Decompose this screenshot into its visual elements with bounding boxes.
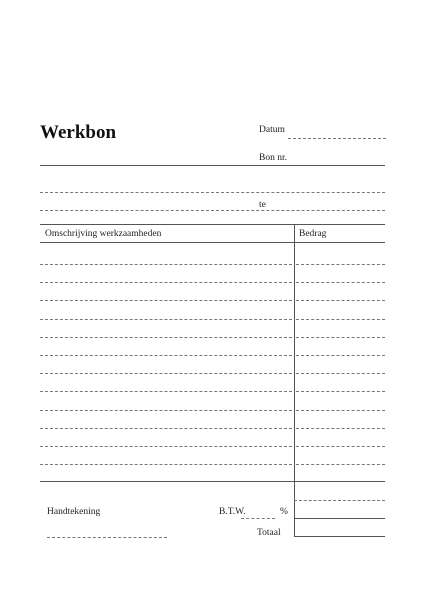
table-bottom-border <box>40 481 385 482</box>
table-row[interactable] <box>40 464 292 465</box>
table-row[interactable] <box>40 391 292 392</box>
address-line-2[interactable] <box>40 210 385 211</box>
signature-label: Handtekening <box>47 507 101 517</box>
table-row[interactable] <box>40 264 292 265</box>
col-amount-header: Bedrag <box>299 229 327 239</box>
vat-amount-field[interactable] <box>294 518 385 519</box>
table-row[interactable] <box>40 282 292 283</box>
table-row[interactable] <box>40 428 292 429</box>
table-row-amount[interactable] <box>296 337 385 338</box>
total-label: Totaal <box>257 528 281 538</box>
table-row-amount[interactable] <box>296 428 385 429</box>
bon-nr-label: Bon nr. <box>259 153 287 163</box>
percent-symbol: % <box>280 507 288 517</box>
column-divider <box>294 224 295 537</box>
table-row-amount[interactable] <box>296 355 385 356</box>
form-title: Werkbon <box>40 122 117 143</box>
table-row-amount[interactable] <box>296 446 385 447</box>
datum-label: Datum <box>259 125 285 135</box>
subtotal-field[interactable] <box>294 500 385 501</box>
table-top-border <box>40 224 385 225</box>
table-row-amount[interactable] <box>296 464 385 465</box>
table-row[interactable] <box>40 373 292 374</box>
te-label: te <box>259 200 266 210</box>
signature-field[interactable] <box>47 537 167 538</box>
col-description-header: Omschrijving werkzaamheden <box>45 229 162 239</box>
vat-percent-field[interactable] <box>241 518 275 519</box>
table-row[interactable] <box>40 300 292 301</box>
table-row[interactable] <box>40 319 292 320</box>
table-row[interactable] <box>40 446 292 447</box>
table-row-amount[interactable] <box>296 319 385 320</box>
table-row-amount[interactable] <box>296 264 385 265</box>
datum-field[interactable] <box>288 138 386 139</box>
table-row[interactable] <box>40 410 292 411</box>
address-line-1[interactable] <box>40 192 385 193</box>
table-row[interactable] <box>40 355 292 356</box>
table-row-amount[interactable] <box>296 410 385 411</box>
table-row-amount[interactable] <box>296 300 385 301</box>
table-row[interactable] <box>40 337 292 338</box>
vat-label: B.T.W. <box>219 507 246 517</box>
table-row-amount[interactable] <box>296 282 385 283</box>
table-row-amount[interactable] <box>296 373 385 374</box>
total-amount-field[interactable] <box>294 536 385 537</box>
header-divider <box>40 165 385 166</box>
table-header-border <box>40 242 385 243</box>
table-row-amount[interactable] <box>296 391 385 392</box>
